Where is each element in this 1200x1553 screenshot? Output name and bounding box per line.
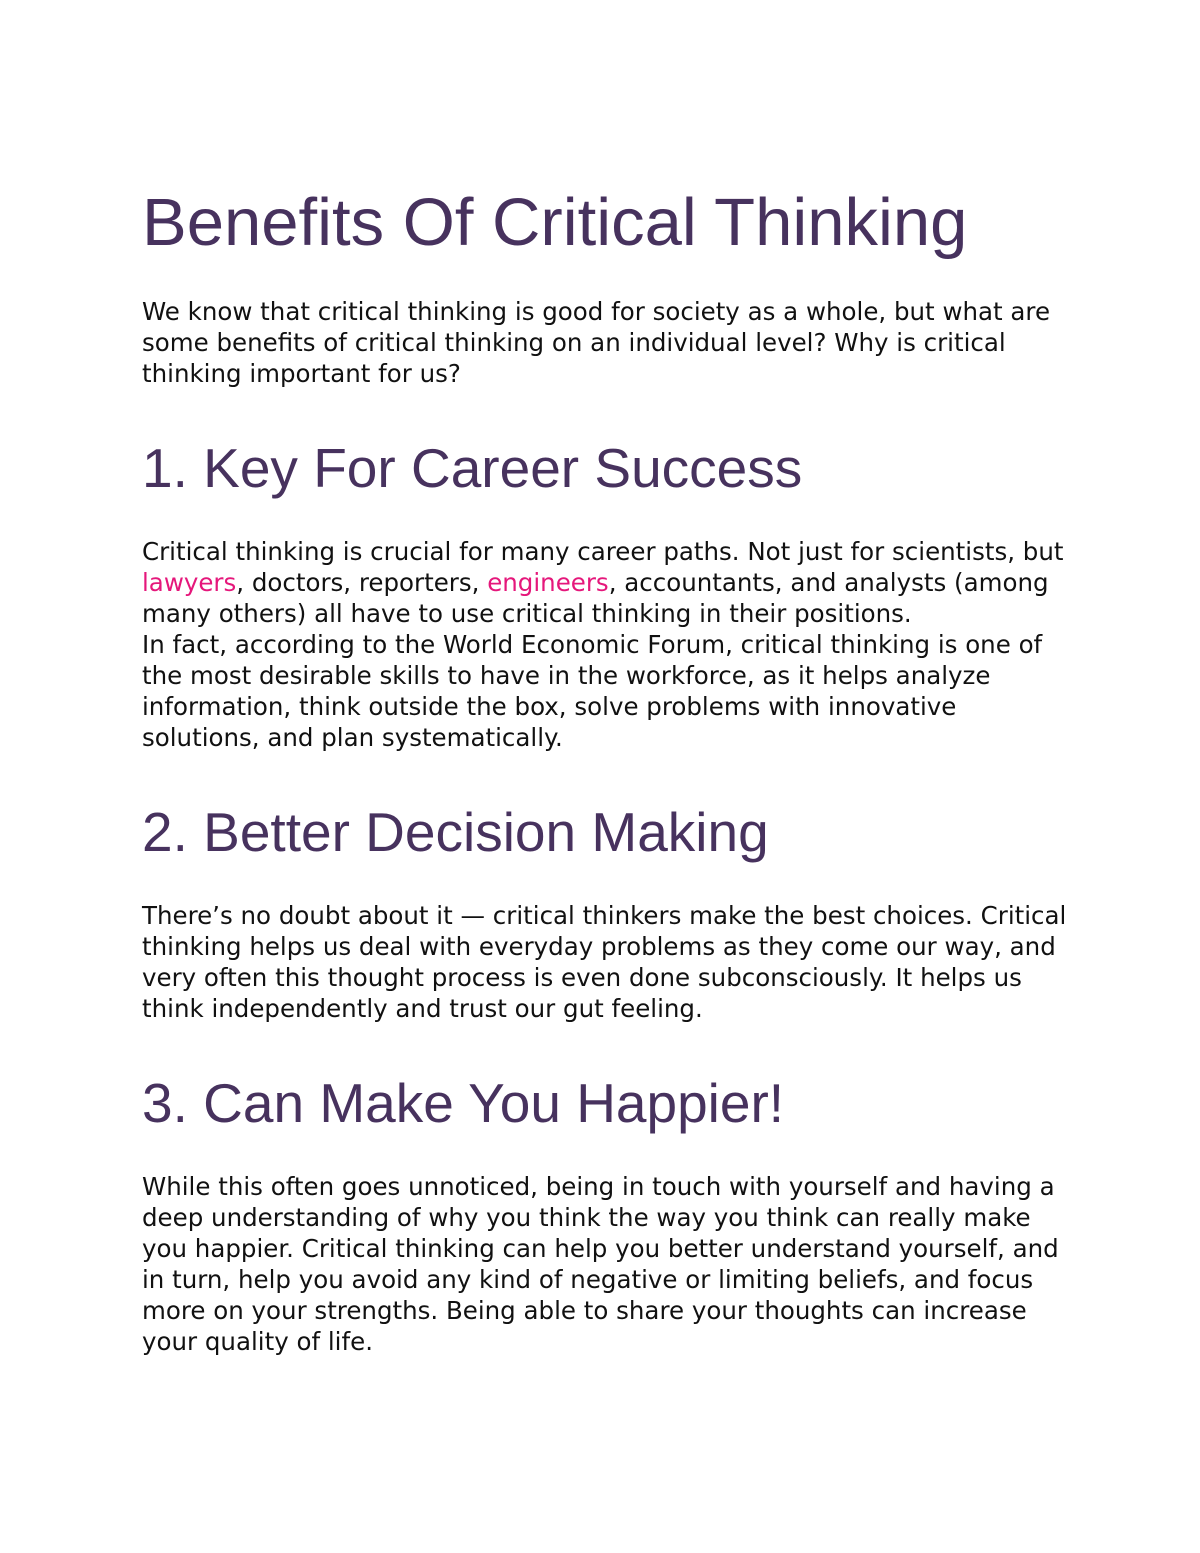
career-text-mid: , doctors, reporters, bbox=[236, 568, 488, 597]
section-heading-decision-making: 2. Better Decision Making bbox=[142, 801, 769, 863]
career-text-before: Critical thinking is crucial for many career paths. Not just for scientists, but bbox=[142, 537, 1064, 566]
intro-paragraph: We know that critical thinking is good for society as a whole, but what are some benefits of critical thinking on an individual level? Why is critical thinking important for us? bbox=[142, 297, 1051, 388]
section-heading-career-success: 1. Key For Career Success bbox=[142, 437, 803, 499]
document-title: Benefits Of Critical Thinking bbox=[142, 185, 968, 260]
section-heading-happier: 3. Can Make You Happier! bbox=[142, 1072, 785, 1134]
section-body-career-success bbox=[142, 536, 1072, 753]
section-body-happier: While this often goes unnoticed, being in touch with yourself and having a deep understanding of why you think the way you think can really make you happier. Critical thinking can help you better understand yourself, and in turn, help you avoid any kind of negative or limiting beliefs, and focus more on your strengths. Being able to share your thoughts can increase your quality of life. bbox=[142, 1172, 1059, 1356]
section-body-decision-making: There’s no doubt about it — critical thinkers make the best choices. Critical thinking helps us deal with everyday problems as they come our way, and very often this thought process is even done subconsciously. It helps us think independently and trust our gut feeling. bbox=[142, 901, 1067, 1023]
engineers-link[interactable]: engineers bbox=[487, 568, 609, 597]
career-paragraph-1 bbox=[142, 536, 1072, 629]
document-page bbox=[142, 178, 1072, 1357]
lawyers-link[interactable]: lawyers bbox=[142, 568, 237, 597]
career-paragraph-2: In fact, according to the World Economic Forum, critical thinking is one of the most desirable skills to have in the workforce, as it helps analyze information, think outside the box, solve problems with innovative solutions, and plan systematically. bbox=[142, 630, 1043, 752]
career-text-after: , accountants, and analysts (among many others) all have to use critical thinking in their positions. bbox=[142, 568, 1049, 628]
